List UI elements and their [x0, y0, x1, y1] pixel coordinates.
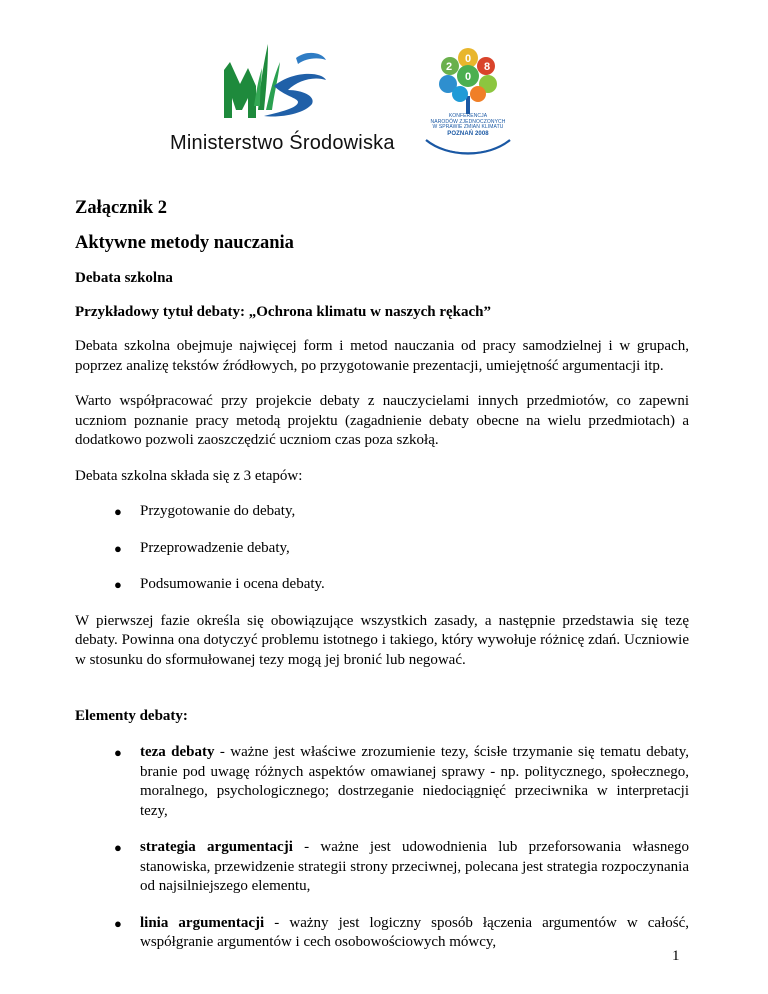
year-digit-1: 2	[445, 61, 453, 73]
page-number: 1	[672, 948, 680, 964]
stages-list	[75, 502, 689, 595]
bullet-icon: ●	[114, 745, 122, 760]
elements-list	[75, 743, 689, 953]
year-digit-4: 8	[483, 61, 491, 73]
conference-logo-text	[424, 114, 512, 137]
example-debate-title: Przykładowy tytuł debaty: „Ochrona klimatu w naszych rękach”	[75, 304, 491, 320]
bullet-icon: ●	[114, 540, 122, 556]
list-item	[75, 743, 689, 821]
paragraph-3: Debata szkolna składa się z 3 etapów:	[75, 467, 303, 484]
document-content	[75, 197, 689, 970]
list-item	[75, 914, 689, 953]
list-item	[75, 539, 689, 559]
element-text: - ważne jest udowodnienia lub przeforsowania własnego stanowiska, przewidzenie strategii strony przeciwnej, polecana jest strategia rozpoczynania od najsilniejszego elementu,	[140, 839, 689, 894]
paragraph-2: Warto współpracować przy projekcie debaty z nauczycielami innych przedmiotów, co zapewni uczniom poznanie pracy metodą projektu (zagadnienie debaty obecne na wielu przedmiotach) a dodatkowo pozwoli zaoszczędzić uczniom czas poza szkołą.	[75, 393, 689, 448]
list-item	[75, 502, 689, 522]
paragraph-after-stages: W pierwszej fazie określa się obowiązujące wszystkich zasady, a następnie przedstawia się tezę debaty. Powinna ona dotyczyć problemu istotnego i takiego, który wywołuje różnicę zdań. Uczniowie w stosunku do sformułowanej tezy mogą jej bronić lub negować.	[75, 612, 689, 668]
bullet-icon: ●	[114, 504, 122, 519]
element-term: linia argumentacji	[140, 914, 265, 931]
element-term: teza debaty	[140, 744, 215, 760]
conference-line-2: NARODÓW ZJEDNOCZONYCH	[430, 118, 506, 125]
element-term: strategia argumentacji	[140, 839, 293, 855]
stage-text: Przygotowanie do debaty,	[140, 503, 296, 519]
list-item	[75, 575, 689, 595]
bullet-icon: ●	[114, 915, 122, 931]
bullet-icon: ●	[114, 577, 122, 592]
stage-text: Podsumowanie i ocena debaty.	[140, 576, 325, 592]
ministry-name: Ministerstwo Środowiska	[170, 132, 395, 154]
ministry-logo-icon	[218, 40, 338, 120]
annex-title: Załącznik 2	[75, 198, 167, 218]
conference-city: POZNAŃ 2008	[447, 130, 489, 137]
year-digit-2: 0	[464, 53, 472, 65]
page-header	[0, 0, 768, 175]
paragraph-1: Debata szkolna obejmuje najwięcej form i metod nauczania od pracy samodzielnej i w grupach, poprzez analizę tekstów źródłowych, po przygotowanie prezentacji, umiejętność argumentacji itp.	[75, 338, 689, 374]
stage-text: Przeprowadzenie debaty,	[140, 539, 290, 556]
list-item	[75, 838, 689, 897]
bullet-icon: ●	[114, 840, 122, 855]
element-text: - ważny jest logiczny sposób łączenia argumentów w całość, współgranie argumentów i cech osobowościowych mówcy,	[140, 914, 690, 950]
section-heading: Debata szkolna	[75, 270, 173, 286]
conference-line-3: W SPRAWIE ZMIAN KLIMATU	[432, 124, 504, 131]
elements-heading: Elementy debaty:	[75, 708, 188, 724]
section-subtitle: Aktywne metody nauczania	[75, 233, 294, 253]
conference-line-1: KONFERENCJA	[448, 113, 488, 119]
climate-conference-logo-icon	[418, 44, 518, 156]
element-text: - ważne jest właściwe zrozumienie tezy, ścisłe trzymanie się tematu debaty, branie pod uwagę różnych aspektów omawianej sprawy - np. politycznego, społecznego, moralnego, psychologicznego; dostrzeganie niedociągnięć przeciwnika w interpretacji tezy,	[140, 744, 689, 819]
year-digit-3: 0	[464, 71, 472, 83]
